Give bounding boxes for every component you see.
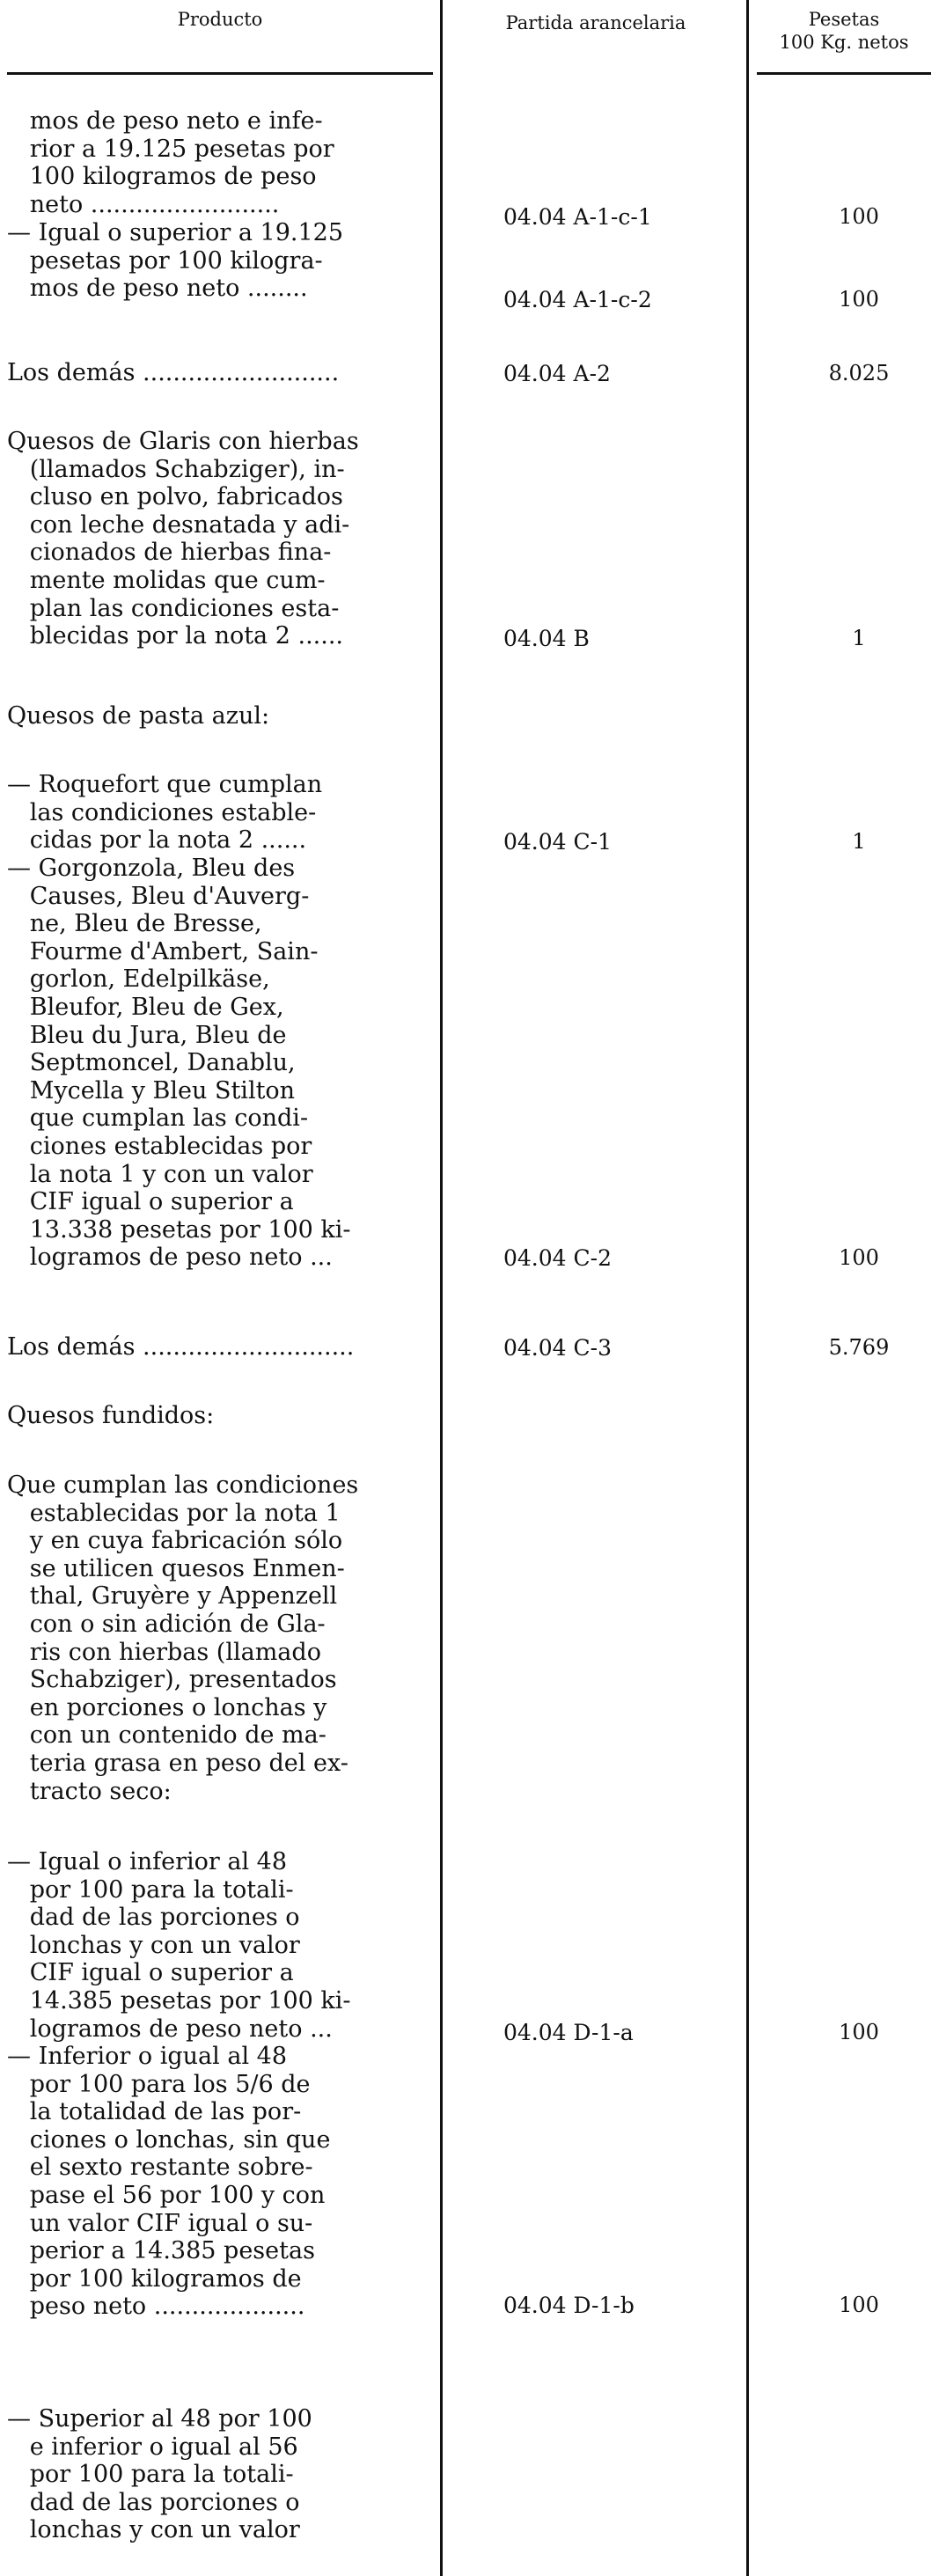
text-line: pesetas por 100 kilogra- [7, 246, 323, 275]
pesetas-value: 1 [852, 829, 866, 854]
product-entry [7, 1333, 431, 1361]
pesetas-value: 100 [839, 2020, 879, 2044]
text-line: CIF igual o superior a [7, 1959, 294, 1987]
text-line: Los demás ............................ [7, 1333, 355, 1361]
text-line: ciones establecidas por [7, 1132, 312, 1160]
text-line: las condiciones estable- [7, 798, 317, 826]
header-rule-left [7, 72, 433, 75]
product-entry [7, 855, 431, 1272]
text-line: Bleu du Jura, Bleu de [7, 1021, 287, 1049]
text-line: — Igual o superior a 19.125 [7, 219, 344, 246]
text-line: cidas por la nota 2 ...... [7, 826, 307, 855]
text-line: — Gorgonzola, Bleu des [7, 855, 296, 882]
tariff-code: 04.04 D-1-b [503, 2293, 635, 2318]
text-line: 13.338 pesetas por 100 ki- [7, 1215, 351, 1244]
text-line: mos de peso neto e infe- [7, 107, 323, 135]
text-line: e inferior o igual al 56 [7, 2433, 298, 2461]
text-line: ne, Bleu de Bresse, [7, 910, 262, 938]
text-line: ris con hierbas (llamado [7, 1638, 321, 1666]
product-entry [7, 359, 431, 387]
product-entry [7, 219, 431, 303]
text-line: se utilicen quesos Enmen- [7, 1554, 345, 1582]
pesetas-value: 100 [839, 287, 879, 312]
text-line: 100 kilogramos de peso [7, 163, 317, 191]
text-line: thal, Gruyère y Appenzell [7, 1582, 338, 1611]
text-line: — Igual o inferior al 48 [7, 1848, 288, 1875]
text-line: dad de las porciones o [7, 2488, 300, 2516]
text-line: con o sin adición de Gla- [7, 1610, 326, 1638]
text-line: 14.385 pesetas por 100 ki- [7, 1986, 351, 2015]
text-line: dad de las porciones o [7, 1904, 300, 1932]
text-line: teria grasa en peso del ex- [7, 1749, 348, 1777]
pesetas-value: 5.769 [828, 1335, 890, 1360]
text-line: ciones o lonchas, sin que [7, 2125, 331, 2154]
text-line: — Roquefort que cumplan [7, 771, 323, 798]
text-line: peso neto .................... [7, 2293, 305, 2321]
text-line: pase el 56 por 100 y con [7, 2181, 326, 2209]
column-divider-2 [746, 0, 749, 2576]
text-line: con leche desnatada y adi- [7, 510, 350, 539]
text-line: lonchas y con un valor [7, 1931, 300, 1959]
header-tariff: Partida arancelaria [505, 12, 686, 33]
text-line: cionados de hierbas fina- [7, 539, 332, 567]
tariff-code: 04.04 B [503, 626, 590, 651]
text-line: con un contenido de ma- [7, 1721, 326, 1750]
header-rule-right [757, 72, 931, 75]
product-entry [7, 1402, 431, 1430]
text-line: por 100 para los 5/6 de [7, 2070, 311, 2098]
text-line: CIF igual o superior a [7, 1188, 294, 1216]
tariff-code: 04.04 A-1-c-1 [503, 204, 652, 230]
text-line: Quesos de Glaris con hierbas [7, 428, 359, 455]
pesetas-value: 8.025 [828, 361, 890, 385]
header-pesetas-2: 100 Kg. netos [779, 32, 909, 53]
tariff-code: 04.04 C-2 [503, 1245, 612, 1271]
text-line: Septmoncel, Danablu, [7, 1049, 296, 1077]
text-line: Bleufor, Bleu de Gex, [7, 993, 284, 1021]
pesetas-value: 100 [839, 204, 879, 229]
product-entry [7, 2405, 431, 2544]
product-entry [7, 1848, 431, 2043]
product-entry [7, 1471, 431, 1805]
text-line: la nota 1 y con un valor [7, 1160, 313, 1188]
text-line: el sexto restante sobre- [7, 2154, 313, 2182]
text-line: mos de peso neto ........ [7, 275, 308, 303]
text-line: por 100 para la totali- [7, 1875, 294, 1904]
text-line: y en cuya fabricación sólo [7, 1527, 343, 1555]
text-line: por 100 para la totali- [7, 2461, 294, 2489]
text-line: cluso en polvo, fabricados [7, 483, 343, 511]
product-entry [7, 107, 431, 218]
text-line: tracto seco: [7, 1777, 172, 1805]
text-line: en porciones o lonchas y [7, 1693, 327, 1721]
tariff-code: 04.04 D-1-a [503, 2020, 634, 2045]
text-line: Causes, Bleu d'Auverg- [7, 882, 310, 910]
text-line: rior a 19.125 pesetas por [7, 135, 334, 163]
pesetas-value: 100 [839, 1245, 879, 1270]
text-line: gorlon, Edelpilkäse, [7, 965, 270, 994]
product-entry [7, 702, 431, 730]
text-line: blecidas por la nota 2 ...... [7, 622, 343, 650]
product-entry [7, 428, 431, 650]
text-line: Los demás .......................... [7, 359, 340, 386]
text-line: Fourme d'Ambert, Sain- [7, 937, 319, 965]
column-divider-1 [440, 0, 443, 2576]
text-line: logramos de peso neto ... [7, 1244, 333, 1272]
text-line: Schabziger), presentados [7, 1666, 337, 1694]
product-entry [7, 771, 431, 855]
text-line: — Superior al 48 por 100 [7, 2405, 312, 2433]
header-pesetas-1: Pesetas [808, 9, 880, 30]
text-line: Quesos de pasta azul: [7, 702, 270, 730]
text-line: Quesos fundidos: [7, 1402, 215, 1429]
text-line: — Inferior o igual al 48 [7, 2043, 288, 2070]
text-line: neto ......................... [7, 190, 280, 218]
pesetas-value: 100 [839, 2293, 879, 2317]
text-line: que cumplan las condi- [7, 1105, 309, 1133]
text-line: establecidas por la nota 1 [7, 1499, 341, 1527]
text-line: plan las condiciones esta- [7, 594, 340, 622]
text-line: un valor CIF igual o su- [7, 2209, 313, 2237]
product-entry [7, 2043, 431, 2321]
text-line: perior a 14.385 pesetas [7, 2237, 315, 2265]
text-line: Mycella y Bleu Stilton [7, 1076, 296, 1105]
tariff-code: 04.04 A-2 [503, 361, 611, 386]
text-line: logramos de peso neto ... [7, 2015, 333, 2043]
text-line: mente molidas que cum- [7, 566, 326, 594]
tariff-code: 04.04 C-3 [503, 1335, 612, 1361]
tariff-code: 04.04 A-1-c-2 [503, 287, 652, 312]
text-line: (llamados Schabziger), in- [7, 455, 345, 483]
pesetas-value: 1 [852, 626, 866, 650]
text-line: por 100 kilogramos de [7, 2264, 302, 2293]
text-line: Que cumplan las condiciones [7, 1471, 359, 1499]
tariff-code: 04.04 C-1 [503, 829, 612, 855]
text-line: la totalidad de las por- [7, 2098, 302, 2126]
text-line: lonchas y con un valor [7, 2516, 300, 2544]
header-product: Producto [177, 9, 263, 30]
